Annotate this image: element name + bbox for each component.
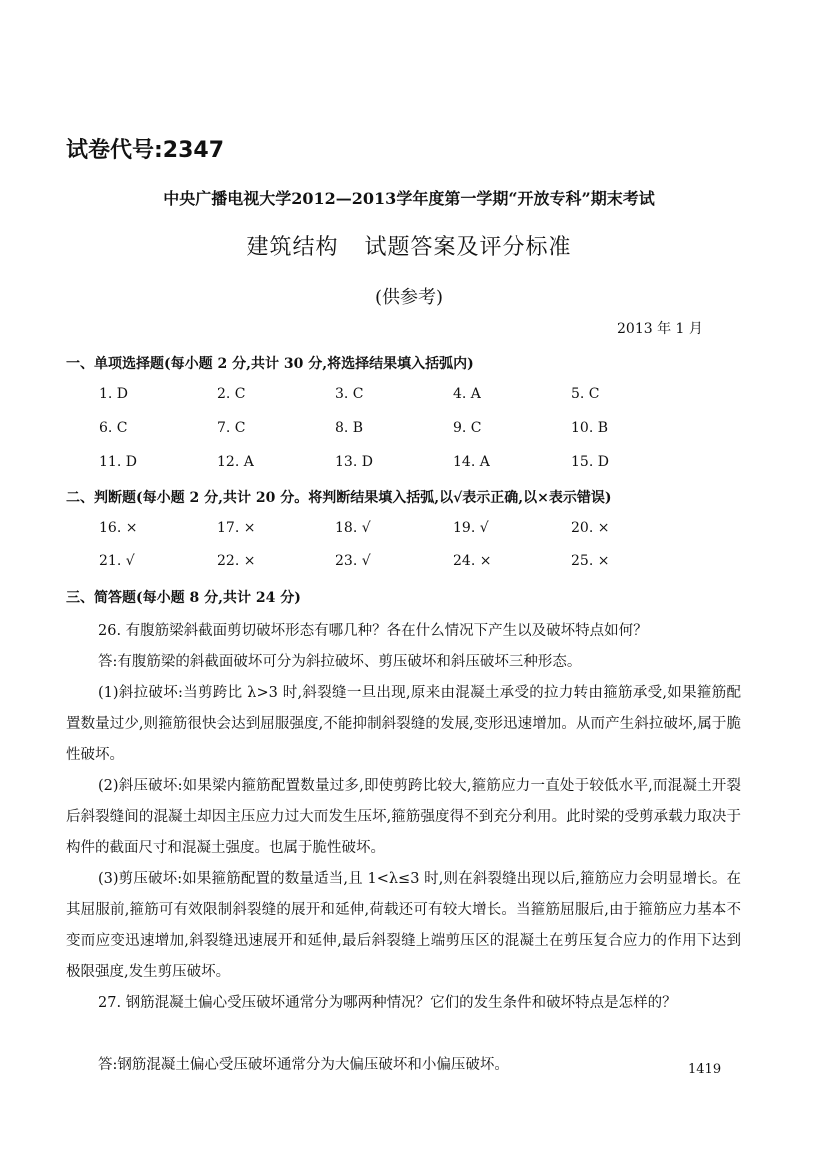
question-27-text: 27. 钢筋混凝土偏心受压破坏通常分为哪两种情况？它们的发生条件和破坏特点是怎样的？ xyxy=(98,995,677,1011)
reference-note: (供参考) xyxy=(374,287,444,308)
answer-20: 20. × xyxy=(571,520,610,536)
answer-3: 3. C xyxy=(335,386,364,402)
page-number: 1419 xyxy=(688,1062,722,1077)
diagonal-tension-failure-paragraph xyxy=(66,678,741,771)
answer-17: 17. × xyxy=(217,520,256,536)
answer-18: 18. √ xyxy=(335,520,371,536)
question-26 xyxy=(66,616,741,647)
answer-16: 16. × xyxy=(99,520,138,536)
answer-25: 25. × xyxy=(571,553,610,569)
question-27 xyxy=(66,988,741,1019)
answer-7: 7. C xyxy=(217,420,246,436)
question-26-text: 26. 有腹筋梁斜截面剪切破坏形态有哪几种？各在什么情况下产生以及破坏特点如何？ xyxy=(98,623,648,639)
shear-compression-failure-text: (3)剪压破坏:如果箍筋配置的数量适当,且 1<λ≤3 时,则在斜裂缝出现以后,箍筋应力会明显增长。在其屈服前,箍筋可有效限制斜裂缝的展开和延伸,荷载还可有较大增长。当箍筋屈服后,由于箍筋应力基本不变而应变迅速增加,斜裂缝迅速展开和延伸,最后斜裂缝上端剪压区的混凝土在剪压复合应力的作用下达到极限强度,发生剪压破坏。 xyxy=(66,871,741,980)
subject-document-type: 试题答案及评分标准 xyxy=(364,235,572,260)
answer-8: 8. B xyxy=(335,420,364,436)
section3-title: 三、简答题(每小题 8 分,共计 24 分) xyxy=(66,590,301,606)
answer-24: 24. × xyxy=(453,553,492,569)
answer-19: 19. √ xyxy=(453,520,489,536)
diagonal-compression-failure-paragraph xyxy=(66,771,741,864)
answer-4: 4. A xyxy=(453,386,481,402)
section1-title: 一、单项选择题(每小题 2 分,共计 30 分,将选择结果填入括弧内) xyxy=(66,356,474,372)
answer-10: 10. B xyxy=(571,420,609,436)
answer-1: 1. D xyxy=(99,386,129,402)
answer-23: 23. √ xyxy=(335,553,371,569)
answer-21: 21. √ xyxy=(99,553,135,569)
question-27-answer xyxy=(66,1050,666,1081)
subject-name: 建筑结构 xyxy=(246,235,339,260)
question-26-answer-text: 答:有腹筋梁的斜截面破坏可分为斜拉破坏、剪压破坏和斜压破坏三种形态。 xyxy=(98,654,582,670)
answer-14: 14. A xyxy=(453,454,490,470)
exam-date: 2013 年 1 月 xyxy=(617,321,703,337)
answer-5: 5. C xyxy=(571,386,600,402)
answer-6: 6. C xyxy=(99,420,128,436)
answer-9: 9. C xyxy=(453,420,482,436)
question-26-answer xyxy=(66,647,741,678)
answer-11: 11. D xyxy=(99,454,137,470)
paper-code: 试卷代号:2347 xyxy=(66,138,225,163)
answer-15: 15. D xyxy=(571,454,609,470)
answer-12: 12. A xyxy=(217,454,254,470)
section2-title: 二、判断题(每小题 2 分,共计 20 分。将判断结果填入括弧,以√表示正确,以×表示错误) xyxy=(66,490,612,506)
diagonal-compression-failure-text: (2)斜压破坏:如果梁内箍筋配置数量过多,即使剪跨比较大,箍筋应力一直处于较低水平,而混凝土开裂后斜裂缝间的混凝土却因主压应力过大而发生压坏,箍筋强度得不到充分利用。此时梁的受剪承载力取决于构件的截面尺寸和混凝土强度。也属于脆性破坏。 xyxy=(66,778,741,856)
exam-title: 中央广播电视大学2012—2013学年度第一学期“开放专科”期末考试 xyxy=(163,189,655,208)
answer-22: 22. × xyxy=(217,553,256,569)
answer-13: 13. D xyxy=(335,454,373,470)
diagonal-tension-failure-text: (1)斜拉破坏:当剪跨比 λ>3 时,斜裂缝一旦出现,原来由混凝土承受的拉力转由箍筋承受,如果箍筋配置数量过少,则箍筋很快会达到屈服强度,不能抑制斜裂缝的发展,变形迅速增加。从而产生斜拉破坏,属于脆性破坏。 xyxy=(66,685,741,763)
shear-compression-failure-paragraph xyxy=(66,864,741,988)
question-27-answer-text: 答:钢筋混凝土偏心受压破坏通常分为大偏压破坏和小偏压破坏。 xyxy=(98,1057,509,1073)
subject-title xyxy=(0,230,818,261)
answer-2: 2. C xyxy=(217,386,246,402)
